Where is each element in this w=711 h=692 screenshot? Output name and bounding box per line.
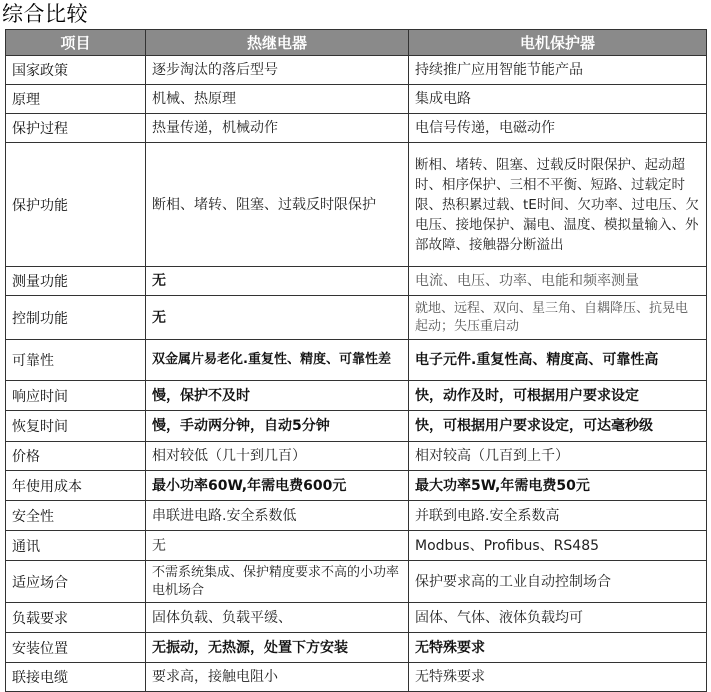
- motor-protector-cell: 无特殊要求: [409, 633, 707, 663]
- row-label: 安全性: [6, 501, 146, 531]
- table-row: [6, 340, 707, 381]
- table-row: [6, 143, 707, 267]
- row-label: 通讯: [6, 531, 146, 561]
- table-row: [6, 114, 707, 143]
- table-row: [6, 296, 707, 340]
- motor-protector-cell: 无特殊要求: [409, 663, 707, 692]
- header-thermal-relay: 热继电器: [146, 30, 409, 56]
- row-label: 安装位置: [6, 633, 146, 663]
- row-label: 价格: [6, 442, 146, 471]
- row-label: 可靠性: [6, 340, 146, 381]
- motor-protector-cell: 固体、气体、液体负载均可: [409, 603, 707, 633]
- thermal-relay-cell: 最小功率60W,年需电费600元: [146, 471, 409, 501]
- thermal-relay-cell: 逐步淘汰的落后型号: [146, 56, 409, 85]
- thermal-relay-cell: 断相、堵转、阻塞、过载反时限保护: [146, 143, 409, 267]
- table-row: [6, 663, 707, 692]
- table-row: [6, 411, 707, 442]
- table-row: [6, 501, 707, 531]
- motor-protector-cell: Modbus、Profibus、RS485: [409, 531, 707, 561]
- row-label: 控制功能: [6, 296, 146, 340]
- motor-protector-cell: 持续推广应用智能节能产品: [409, 56, 707, 85]
- table-row: [6, 561, 707, 603]
- row-label: 负载要求: [6, 603, 146, 633]
- comparison-table: [5, 29, 707, 692]
- table-row: [6, 267, 707, 296]
- table-row: [6, 633, 707, 663]
- row-label: 响应时间: [6, 381, 146, 411]
- thermal-relay-cell: 无: [146, 296, 409, 340]
- motor-protector-cell: 就地、远程、双向、星三角、自耦降压、抗晃电起动；失压重启动: [409, 296, 707, 340]
- motor-protector-cell: 保护要求高的工业自动控制场合: [409, 561, 707, 603]
- row-label: 联接电缆: [6, 663, 146, 692]
- row-label: 原理: [6, 85, 146, 114]
- table-row: [6, 56, 707, 85]
- thermal-relay-cell: 机械、热原理: [146, 85, 409, 114]
- row-label: 测量功能: [6, 267, 146, 296]
- table-row: [6, 381, 707, 411]
- thermal-relay-cell: 不需系统集成、保护精度要求不高的小功率电机场合: [146, 561, 409, 603]
- motor-protector-cell: 集成电路: [409, 85, 707, 114]
- header-motor-protector: 电机保护器: [409, 30, 707, 56]
- thermal-relay-cell: 串联进电路.安全系数低: [146, 501, 409, 531]
- table-row: [6, 471, 707, 501]
- thermal-relay-cell: 双金属片易老化.重复性、精度、可靠性差: [146, 340, 409, 381]
- row-label: 国家政策: [6, 56, 146, 85]
- motor-protector-cell: 并联到电路.安全系数高: [409, 501, 707, 531]
- table-row: [6, 603, 707, 633]
- thermal-relay-cell: 相对较低（几十到几百）: [146, 442, 409, 471]
- thermal-relay-cell: 无: [146, 531, 409, 561]
- thermal-relay-cell: 无: [146, 267, 409, 296]
- header-item: 项目: [6, 30, 146, 56]
- row-label: 年使用成本: [6, 471, 146, 501]
- row-label: 恢复时间: [6, 411, 146, 442]
- motor-protector-cell: 电子元件.重复性高、精度高、可靠性高: [409, 340, 707, 381]
- motor-protector-cell: 快，可根据用户要求设定，可达毫秒级: [409, 411, 707, 442]
- motor-protector-cell: 快，动作及时，可根据用户要求设定: [409, 381, 707, 411]
- thermal-relay-cell: 固体负载、负载平缓、: [146, 603, 409, 633]
- row-label: 保护功能: [6, 143, 146, 267]
- thermal-relay-cell: 要求高，接触电阻小: [146, 663, 409, 692]
- row-label: 保护过程: [6, 114, 146, 143]
- motor-protector-cell: 电流、电压、功率、电能和频率测量: [409, 267, 707, 296]
- motor-protector-cell: 电信号传递，电磁动作: [409, 114, 707, 143]
- table-row: [6, 85, 707, 114]
- thermal-relay-cell: 慢，保护不及时: [146, 381, 409, 411]
- thermal-relay-cell: 无振动，无热源，处置下方安装: [146, 633, 409, 663]
- motor-protector-cell: 断相、堵转、阻塞、过载反时限保护、起动超时、相序保护、三相不平衡、短路、过载定时限、热积累过载、tE时间、欠功率、过电压、欠电压、接地保护、漏电、温度、模拟量输入、外部故障、接触器分断溢出: [409, 143, 707, 267]
- table-header-row: [6, 30, 707, 56]
- row-label: 适应场合: [6, 561, 146, 603]
- motor-protector-cell: 相对较高（几百到上千）: [409, 442, 707, 471]
- motor-protector-cell: 最大功率5W,年需电费50元: [409, 471, 707, 501]
- table-row: [6, 531, 707, 561]
- thermal-relay-cell: 慢，手动两分钟，自动5分钟: [146, 411, 409, 442]
- table-row: [6, 442, 707, 471]
- page-title: 综合比较: [2, 2, 88, 26]
- thermal-relay-cell: 热量传递，机械动作: [146, 114, 409, 143]
